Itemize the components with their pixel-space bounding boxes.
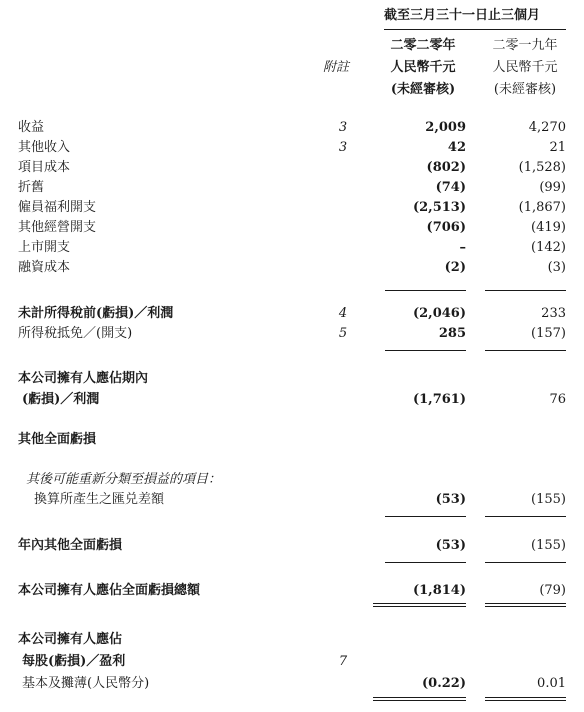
period-underline — [384, 29, 566, 30]
subtotal-rule-2020 — [385, 350, 466, 351]
row-value-2019: (157) — [531, 326, 566, 341]
col-2020-year: 二零二零年 — [390, 38, 456, 53]
row-note: 7 — [338, 654, 348, 669]
row-value-2019: (419) — [531, 220, 566, 235]
row-value-2020: – — [459, 240, 466, 255]
row-label-loss-profit: (虧損)／利潤 — [22, 392, 100, 407]
subtotal-rule-2020 — [385, 290, 466, 291]
row-value-2020: (0.22) — [422, 676, 466, 691]
row-note: 3 — [338, 120, 348, 135]
row-value-2019: (79) — [539, 583, 566, 598]
total-double-rule-2019-top — [485, 603, 566, 604]
col-2019-unit: 人民幣千元 — [492, 60, 558, 75]
row-value-2020: 2,009 — [425, 120, 466, 135]
subtotal-rule-2020 — [385, 516, 466, 517]
row-label-finance-costs: 融資成本 — [18, 260, 71, 275]
col-2019-audit: (未經審核) — [493, 82, 557, 97]
row-label-reclassifiable-items: 其後可能重新分類至損益的項目： — [26, 472, 222, 487]
row-label-depreciation: 折舊 — [18, 180, 45, 195]
row-label-loss-before-tax: 未計所得稅前(虧損)／利潤 — [18, 306, 174, 321]
row-label-attributable-owners: 本公司擁有人應佔 — [18, 632, 123, 647]
row-label-income-tax: 所得稅抵免／(開支) — [18, 326, 133, 341]
period-heading: 截至三月三十一日止三個月 — [384, 8, 541, 23]
row-label-other-comprehensive-loss: 其他全面虧損 — [18, 432, 97, 447]
row-value-2020: (2) — [444, 260, 466, 275]
row-value-2019: 21 — [549, 140, 566, 155]
row-label-listing-expenses: 上市開支 — [18, 240, 71, 255]
row-value-2019: 233 — [541, 306, 566, 321]
subtotal-rule-2019 — [485, 562, 566, 563]
row-label-basic-diluted: 基本及攤薄(人民幣分) — [22, 676, 150, 691]
row-value-2019: (99) — [539, 180, 566, 195]
row-label-exchange-differences: 換算所產生之匯兑差額 — [34, 492, 165, 507]
row-value-2019: (155) — [531, 538, 566, 553]
row-note: 5 — [338, 326, 348, 341]
row-value-2020: (2,046) — [412, 306, 466, 321]
total-double-rule-2020-bottom — [373, 606, 466, 607]
row-value-2020: 42 — [447, 140, 466, 155]
row-value-2020: (706) — [426, 220, 466, 235]
eps-double-rule-2020-bottom — [373, 700, 466, 701]
row-value-2019: 4,270 — [528, 120, 566, 135]
total-double-rule-2019-bottom — [485, 606, 566, 607]
row-label-revenue: 收益 — [18, 120, 45, 135]
row-value-2020: (53) — [435, 538, 466, 553]
row-label-other-operating-expenses: 其他經營開支 — [18, 220, 97, 235]
notes-column-label: 附註 — [323, 60, 350, 75]
eps-double-rule-2020-top — [373, 697, 466, 698]
subtotal-rule-2019 — [485, 350, 566, 351]
row-value-2019: 76 — [549, 392, 566, 407]
row-value-2020: 285 — [438, 326, 466, 341]
row-value-2019: (1,867) — [518, 200, 566, 215]
row-label-total-comprehensive-loss: 本公司擁有人應佔全面虧損總額 — [18, 583, 201, 598]
row-value-2020: (1,814) — [412, 583, 466, 598]
row-value-2019: 0.01 — [537, 676, 566, 691]
row-label-other-income: 其他收入 — [18, 140, 71, 155]
total-double-rule-2020-top — [373, 603, 466, 604]
subtotal-rule-2019 — [485, 290, 566, 291]
row-value-2020: (53) — [435, 492, 466, 507]
row-label-project-cost: 項目成本 — [18, 160, 71, 175]
row-value-2020: (74) — [435, 180, 466, 195]
row-label-employee-benefits: 僱員福利開支 — [18, 200, 97, 215]
row-label-other-comprehensive-loss-year: 年內其他全面虧損 — [18, 538, 123, 553]
eps-double-rule-2019-bottom — [485, 700, 566, 701]
row-value-2019: (1,528) — [518, 160, 566, 175]
row-value-2020: (2,513) — [412, 200, 466, 215]
eps-double-rule-2019-top — [485, 697, 566, 698]
subtotal-rule-2020 — [385, 562, 466, 563]
row-value-2019: (142) — [531, 240, 566, 255]
row-value-2019: (3) — [547, 260, 566, 275]
col-2020-unit: 人民幣千元 — [390, 60, 456, 75]
row-note: 3 — [338, 140, 348, 155]
row-value-2020: (1,761) — [412, 392, 466, 407]
row-label-attributable-period: 本公司擁有人應佔期內 — [18, 371, 149, 386]
row-value-2019: (155) — [531, 492, 566, 507]
subtotal-rule-2019 — [485, 516, 566, 517]
row-note: 4 — [338, 306, 348, 321]
row-label-eps: 每股(虧損)／盈利 — [22, 654, 126, 669]
row-value-2020: (802) — [426, 160, 466, 175]
col-2020-audit: (未經審核) — [390, 82, 456, 97]
col-2019-year: 二零一九年 — [492, 38, 558, 53]
